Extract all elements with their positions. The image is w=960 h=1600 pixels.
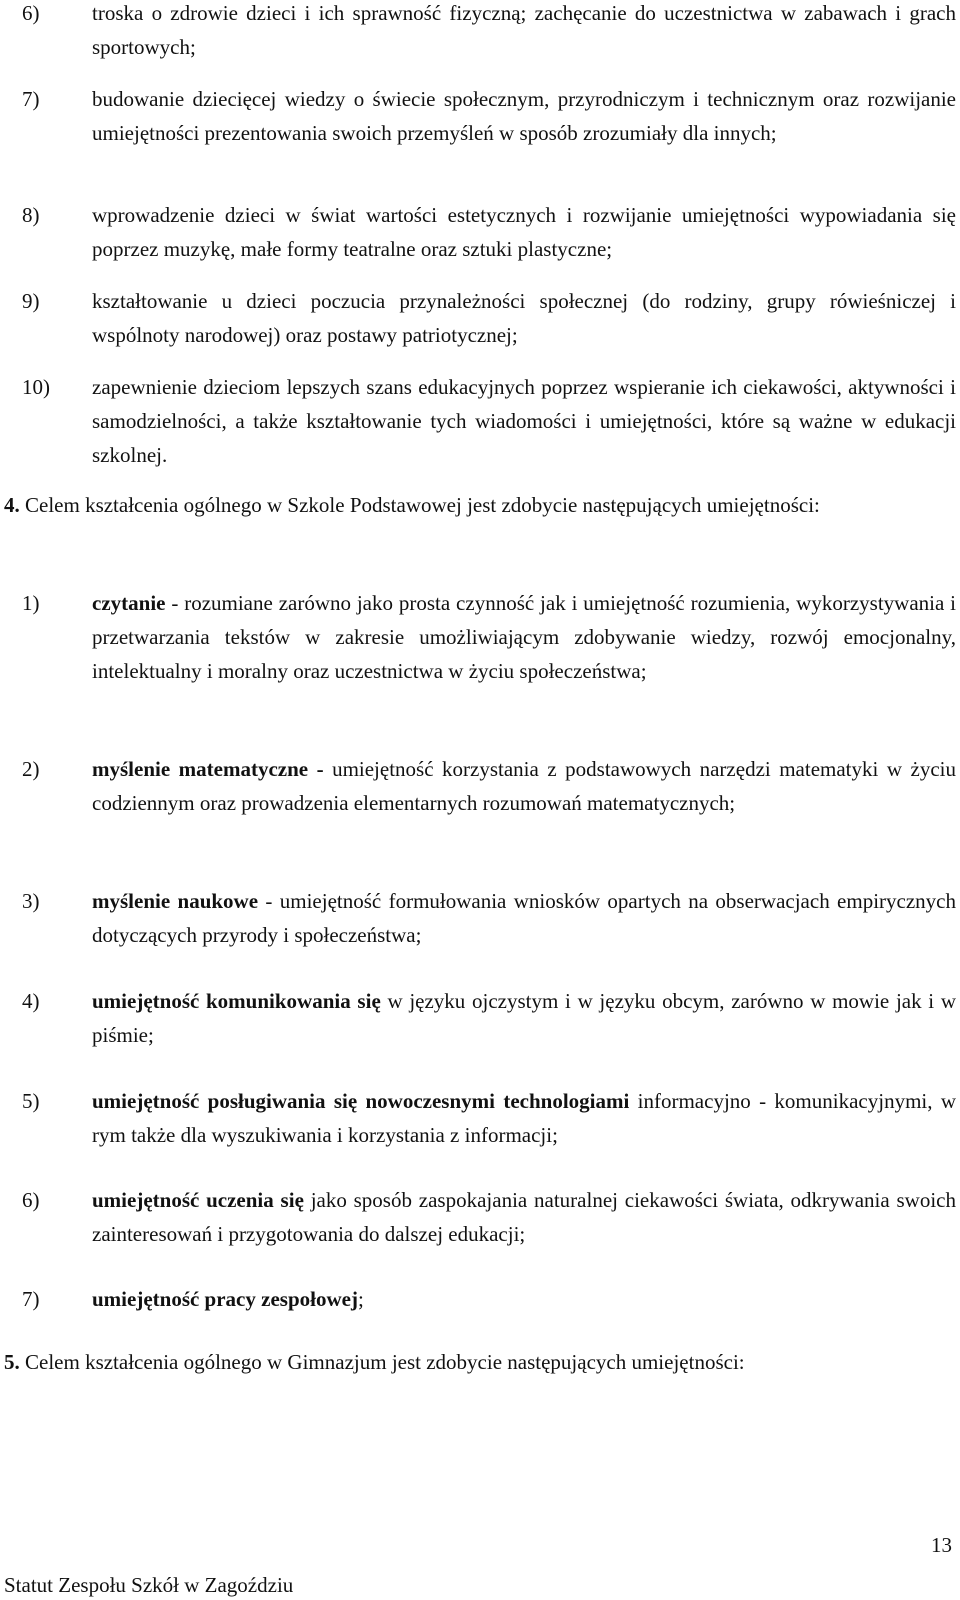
list-item-number: 4) (22, 989, 40, 1013)
section-number: 4. (4, 493, 20, 517)
section-text: Celem kształcenia ogólnego w Gimnazjum jest zdobycie następujących umiejętności: (25, 1350, 745, 1374)
list-item-number: 1) (22, 591, 40, 615)
list-item (22, 884, 956, 952)
section-4-paragraph (4, 488, 954, 522)
list-item (22, 198, 956, 266)
list-item-number: 8) (22, 203, 40, 227)
list-item-number: 6) (22, 1, 40, 25)
list-item-text: budowanie dziecięcej wiedzy o świecie społecznym, przyrodniczym i technicznym oraz rozwijanie umiejętności prezentowania swoich przemyśleń w sposób zrozumiały dla innych; (92, 87, 956, 145)
skill-description: - rozumiane zarówno jako prosta czynność jak i umiejętność rozumienia, wykorzystywania i przetwarzania tekstów w zakresie umożliwiającym zdobywanie wiedzy, rozwój emocjonalny, intelektualny i moralny oraz uczestnictwa w życiu społeczeństwa; (92, 591, 956, 683)
list-item (22, 82, 956, 150)
list-item (22, 284, 956, 352)
list-item-number: 7) (22, 1287, 40, 1311)
skill-description: informacyjno - komunikacyjnymi, w rym także dla wyszukiwania i korzystania z informacji; (92, 1089, 956, 1147)
list-item-number: 5) (22, 1089, 40, 1113)
list-item-text: troska o zdrowie dzieci i ich sprawność fizyczną; zachęcanie do uczestnictwa w zabawach i grach sportowych; (92, 1, 956, 59)
section-text: Celem kształcenia ogólnego w Szkole Podstawowej jest zdobycie następujących umiejętności: (25, 493, 820, 517)
section-5-paragraph (4, 1345, 954, 1379)
list-item-text (92, 586, 956, 688)
list-item-text (92, 884, 956, 952)
list-item-text (92, 1183, 956, 1251)
skill-description: w języku ojczystym i w języku obcym, zarówno w mowie jak i w piśmie; (92, 989, 956, 1047)
list-item-number: 6) (22, 1188, 40, 1212)
list-item (22, 752, 956, 820)
list-item-number: 9) (22, 289, 40, 313)
skill-name: myślenie naukowe (92, 889, 259, 913)
page-number: 13 (931, 1533, 952, 1557)
skill-description: jako sposób zaspokajania naturalnej ciekawości świata, odkrywania swoich zainteresowań i przygotowania do dalszej edukacji; (92, 1188, 956, 1246)
list-item-number: 10) (22, 375, 50, 399)
list-item-text: zapewnienie dzieciom lepszych szans edukacyjnych poprzez wspieranie ich ciekawości, aktywności i samodzielności, a także kształtowanie tych wiadomości i umiejętności, które są ważne w edukacji szkolnej. (92, 375, 956, 467)
list-item-text (92, 984, 956, 1052)
list-item-text: kształtowanie u dzieci poczucia przynależności społecznej (do rodziny, grupy rówieśniczej i wspólnoty narodowej) oraz postawy patriotycznej; (92, 289, 956, 347)
skill-description: - umiejętność formułowania wniosków opartych na obserwacjach empirycznych dotyczących przyrody i społeczeństwa; (92, 889, 956, 947)
section-number: 5. (4, 1350, 20, 1374)
list-item (22, 586, 956, 688)
list-item-number: 7) (22, 87, 40, 111)
list-item-text (92, 1084, 956, 1152)
skill-description: ; (357, 1287, 364, 1311)
list-item-text: wprowadzenie dzieci w świat wartości estetycznych i rozwijanie umiejętności wypowiadania się poprzez muzykę, małe formy teatralne oraz sztuki plastyczne; (92, 203, 956, 261)
list-item (22, 984, 956, 1052)
footer-title: Statut Zespołu Szkół w Zagoździu (4, 1573, 294, 1597)
list-item-number: 2) (22, 757, 40, 781)
skill-name: myślenie matematyczne - (92, 757, 324, 781)
skill-name: umiejętność pracy zespołowej (92, 1287, 358, 1311)
list-item (22, 1282, 956, 1316)
list-item (22, 370, 956, 472)
skill-name: czytanie (92, 591, 166, 615)
list-item-number: 3) (22, 889, 40, 913)
list-item (22, 1183, 956, 1251)
list-item-text (92, 752, 956, 820)
skill-name: umiejętność komunikowania się (92, 989, 381, 1013)
skill-description: umiejętność korzystania z podstawowych narzędzi matematyki w życiu codziennym oraz prowadzenia elementarnych rozumowań matematycznych; (92, 757, 956, 815)
list-item-text (92, 1282, 956, 1316)
skill-name: umiejętność uczenia się (92, 1188, 304, 1212)
list-item (22, 1084, 956, 1152)
list-item (22, 0, 956, 64)
skill-name: umiejętność posługiwania się nowoczesnymi technologiami (92, 1089, 630, 1113)
